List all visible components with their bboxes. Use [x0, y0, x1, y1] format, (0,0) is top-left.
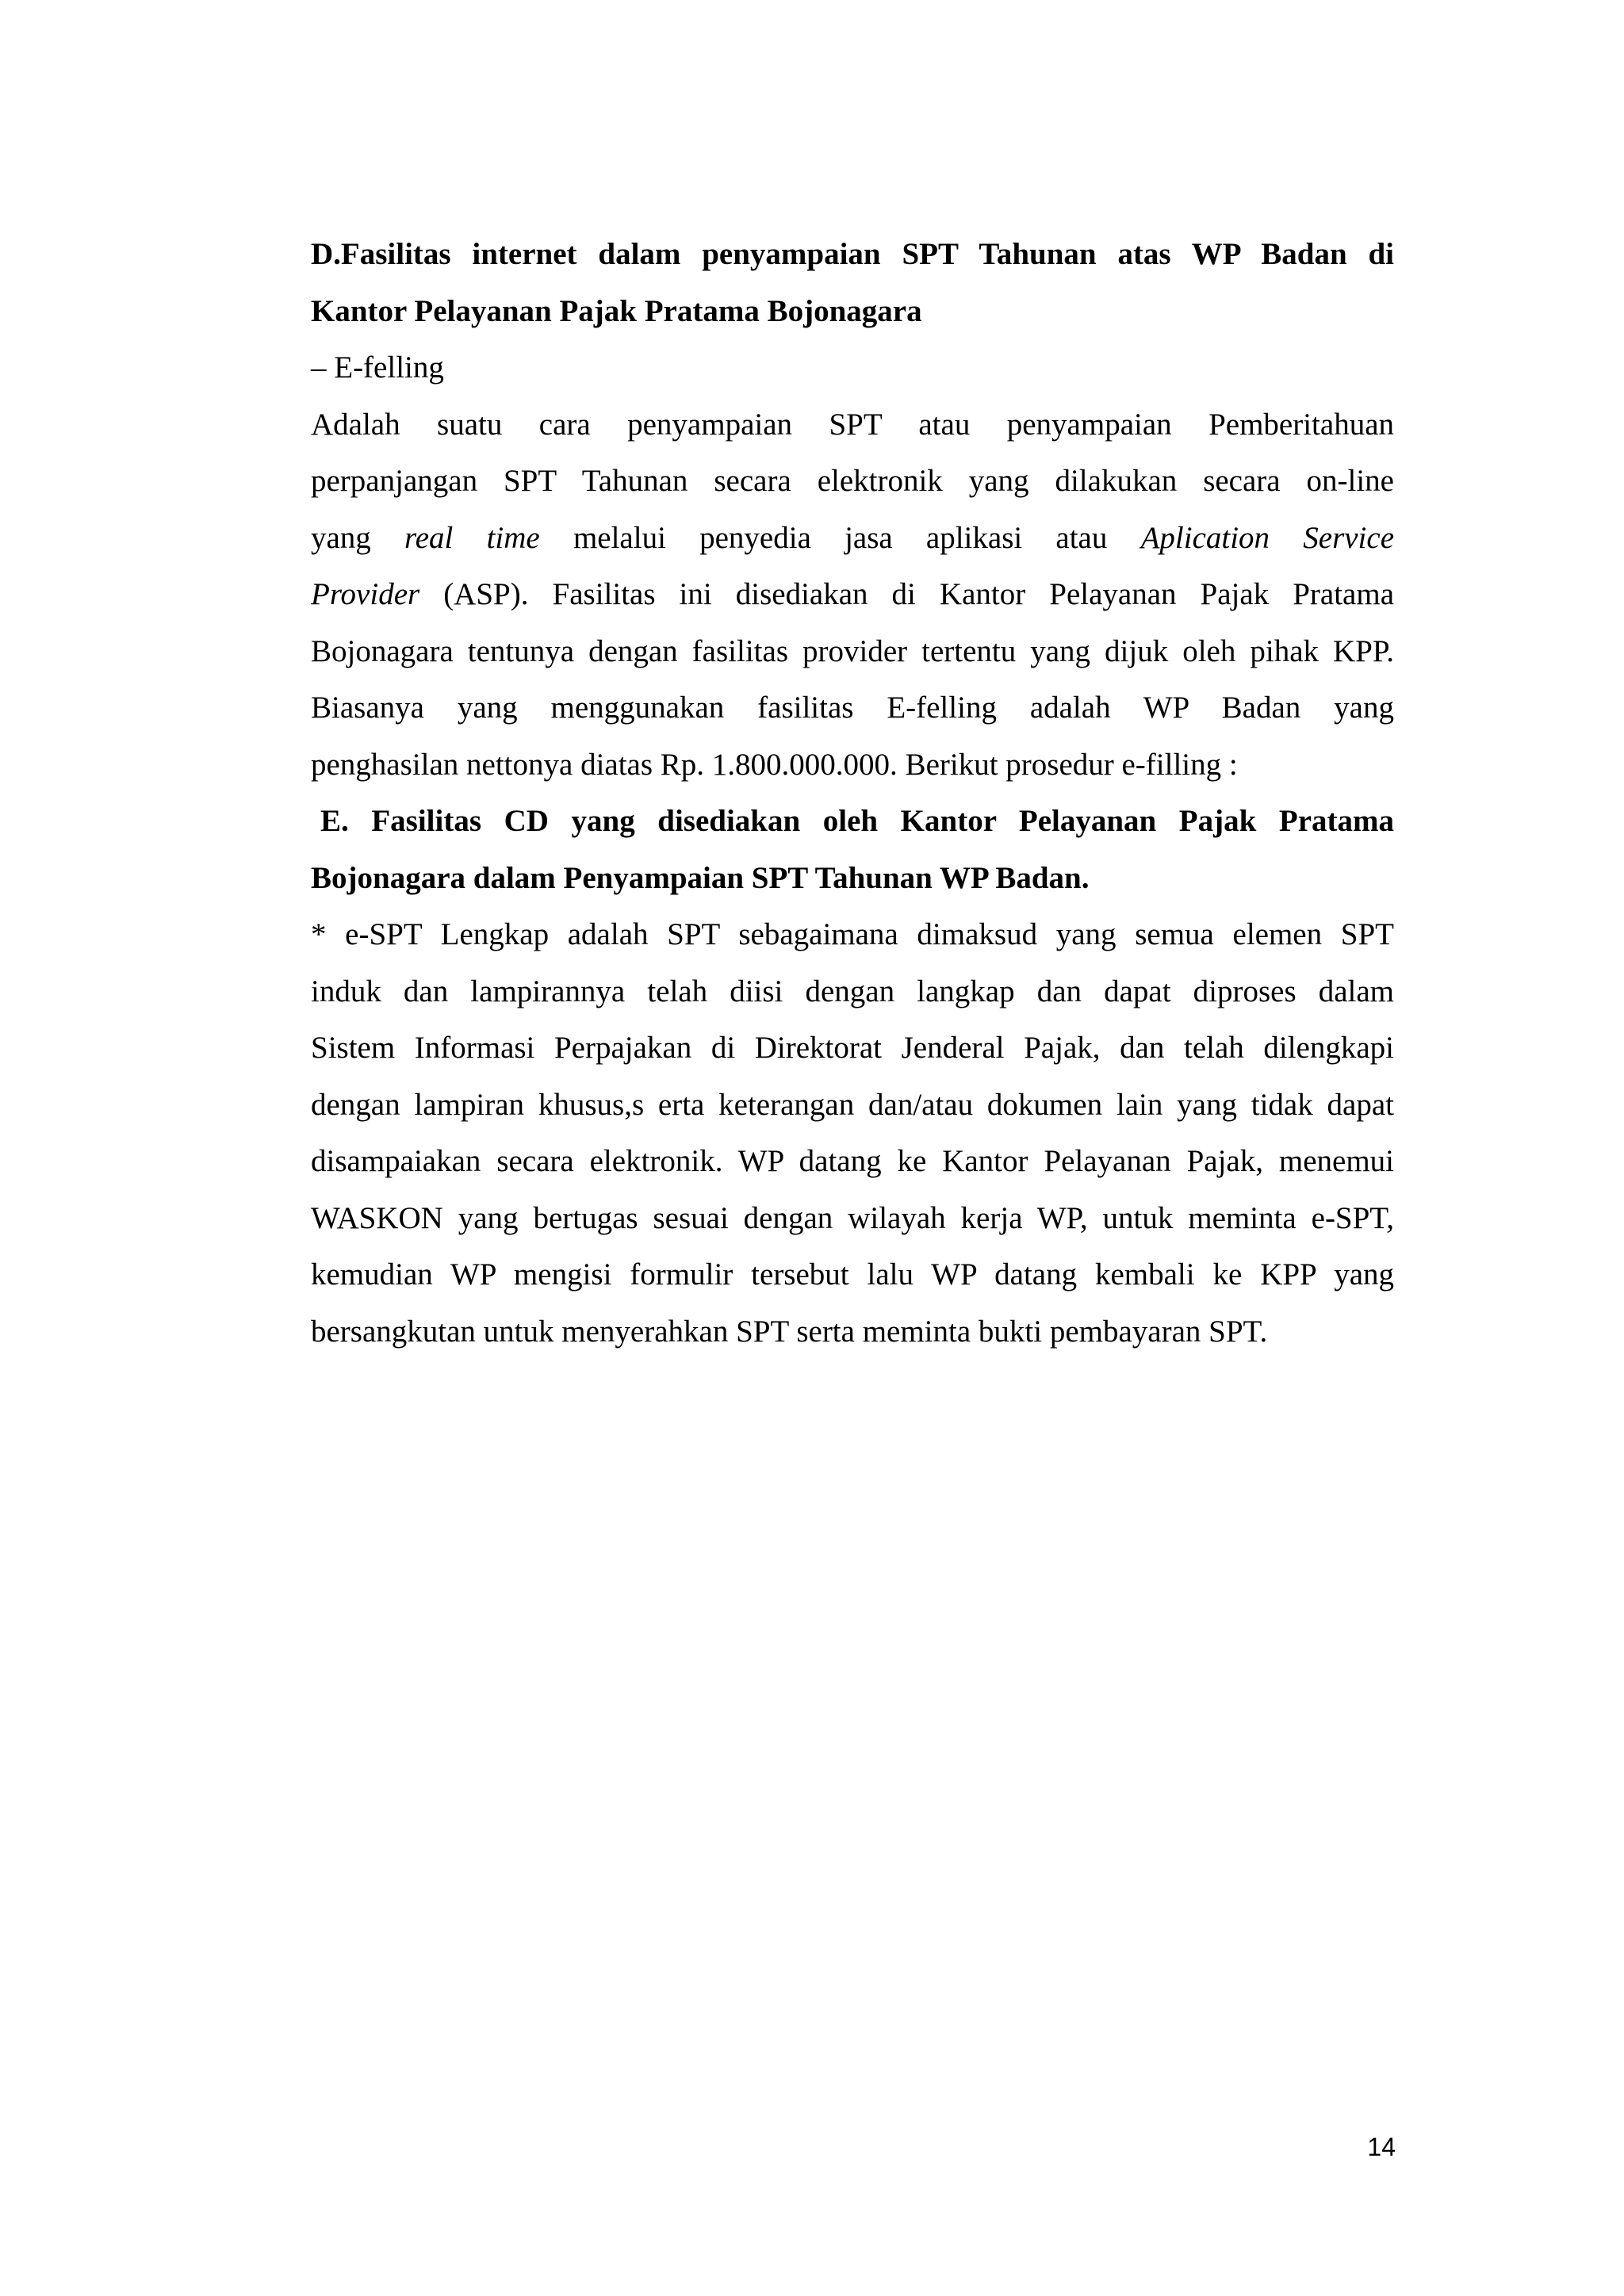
- section-d-paragraph-line-4: [311, 566, 1394, 623]
- section-e-paragraph-line-4: dengan lampiran khusus,s erta keterangan dan/atau dokumen lain yang tidak dapat: [311, 1087, 1394, 1122]
- italic-term-aplication-service: Aplication Service: [1140, 520, 1394, 555]
- text-run: yang: [311, 520, 405, 555]
- section-d-paragraph-line-1: Adalah suatu cara penyampaian SPT atau penyampaian Pemberitahuan: [311, 407, 1394, 442]
- section-e-heading: [311, 793, 1394, 850]
- section-d-heading-line-1: D.Fasilitas internet dalam penyampaian SPT Tahunan atas WP Badan di: [311, 237, 1394, 271]
- page-body: [311, 226, 1394, 1360]
- section-e-paragraph-line-2: induk dan lampirannya telah diisi dengan langkap dan dapat diproses dalam: [311, 974, 1394, 1008]
- text-run: melalui penyedia jasa aplikasi atau: [539, 520, 1141, 555]
- page-number: 14: [1367, 2133, 1396, 2161]
- section-d-paragraph-line-6: Biasanya yang menggunakan fasilitas E-felling adalah WP Badan yang: [311, 691, 1394, 725]
- section-e-paragraph-line-8: bersangkutan untuk menyerahkan SPT serta meminta bukti pembayaran SPT.: [311, 1314, 1268, 1349]
- section-e-paragraph-line-6: WASKON yang bertugas sesuai dengan wilayah kerja WP, untuk meminta e-SPT,: [311, 1200, 1394, 1235]
- section-d-heading-line-2: Kantor Pelayanan Pajak Pratama Bojonagara: [311, 293, 922, 328]
- italic-term-real-time: real time: [404, 520, 540, 555]
- italic-term-provider: Provider: [311, 577, 420, 611]
- section-e-paragraph-line-3: Sistem Informasi Perpajakan di Direktorat Jenderal Pajak, dan telah dilengkapi: [311, 1031, 1394, 1065]
- section-e-heading-line-2: Bojonagara dalam Penyampaian SPT Tahunan WP Badan.: [311, 860, 1090, 895]
- section-e-heading-line-1: E. Fasilitas CD yang disediakan oleh Kantor Pelayanan Pajak Pratama: [320, 804, 1394, 838]
- section-d-paragraph-line-2: perpanjangan SPT Tahunan secara elektronik yang dilakukan secara on-line: [311, 464, 1394, 498]
- section-e-paragraph-line-1: * e-SPT Lengkap adalah SPT sebagaimana dimaksud yang semua elemen SPT: [311, 917, 1394, 951]
- section-d-paragraph-line-3: [311, 510, 1394, 567]
- text-run: (ASP). Fasilitas ini disediakan di Kantor Pelayanan Pajak Pratama: [419, 577, 1394, 611]
- section-e-paragraph: [311, 906, 1394, 1360]
- section-d-subheading: – E-felling: [311, 350, 444, 385]
- section-e-paragraph-line-7: kemudian WP mengisi formulir tersebut lalu WP datang kembali ke KPP yang: [311, 1257, 1394, 1292]
- section-e-heading-continued: [311, 850, 1394, 907]
- section-d-heading: [311, 226, 1394, 339]
- section-e-paragraph-line-5: disampaiakan secara elektronik. WP datang ke Kantor Pelayanan Pajak, menemui: [311, 1144, 1394, 1178]
- section-d-paragraph-line-5: Bojonagara tentunya dengan fasilitas provider tertentu yang dijuk oleh pihak KPP.: [311, 633, 1394, 668]
- section-d-paragraph-line-7: penghasilan nettonya diatas Rp. 1.800.000.000. Berikut prosedur e-filling :: [311, 747, 1238, 782]
- section-d-paragraph: [311, 396, 1394, 794]
